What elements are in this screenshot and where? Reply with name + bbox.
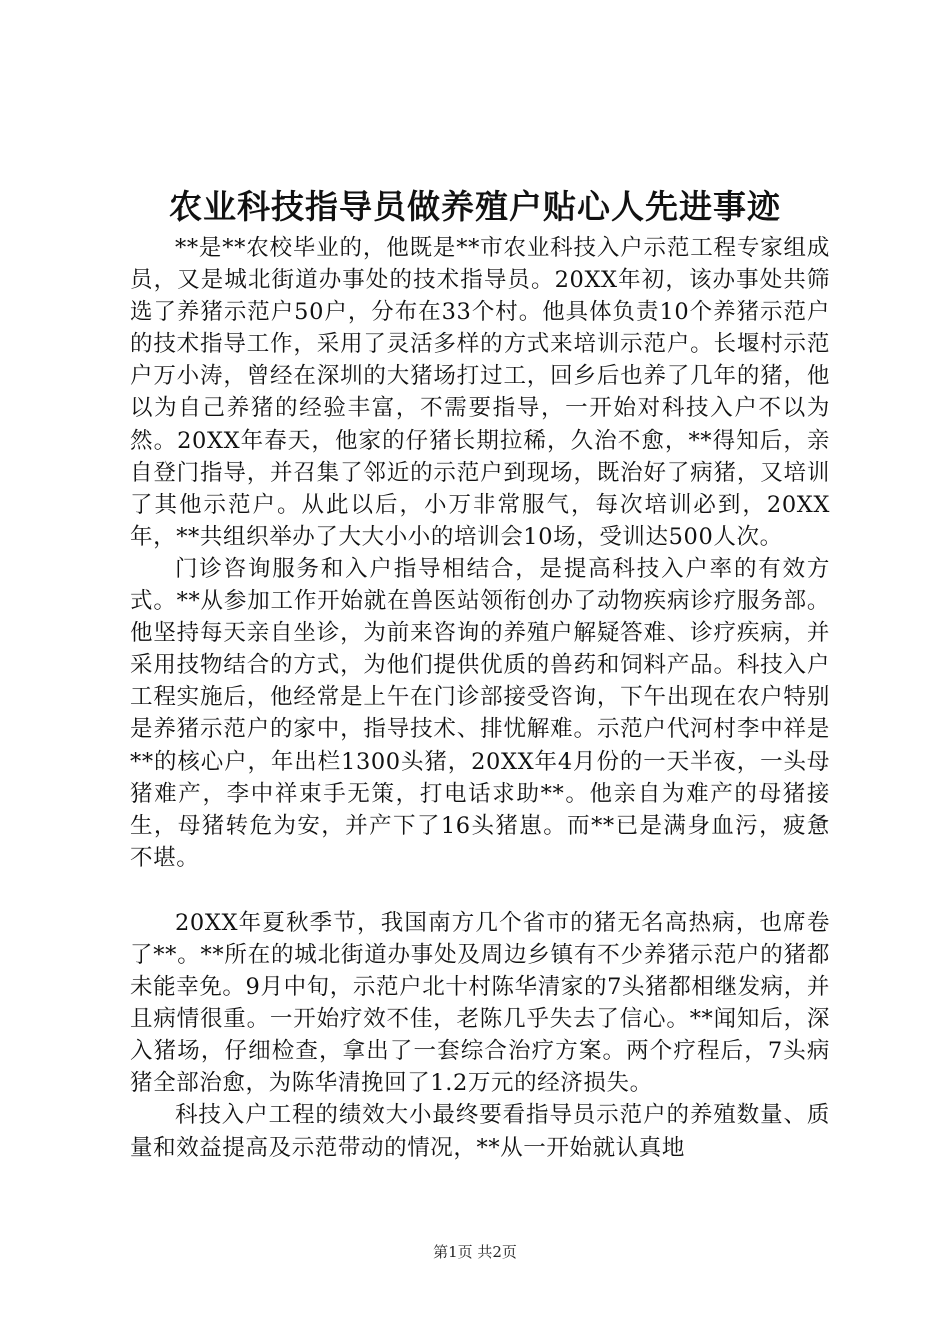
document-body	[130, 232, 830, 1164]
paragraph-2: 门诊咨询服务和入户指导相结合，是提高科技入户率的有效方式。**从参加工作开始就在兽医站领衔创办了动物疾病诊疗服务部。他坚持每天亲自坐诊，为前来咨询的养殖户解疑答难、诊疗疾病，并采用技物结合的方式，为他们提供优质的兽药和饲料产品。科技入户工程实施后，他经常是上午在门诊部接受咨询，下午出现在农户特别是养猪示范户的家中，指导技术、排忧解难。示范户代河村李中祥是**的核心户，年出栏1300头猪，20XX年4月份的一天半夜，一头母猪难产，李中祥束手无策，打电话求助**。他亲自为难产的母猪接生，母猪转危为安，并产下了16头猪崽。而**已是满身血污，疲惫不堪。	[130, 555, 830, 871]
document-title: 农业科技指导员做养殖户贴心人先进事迹	[169, 187, 781, 226]
page-number-footer: 第1页 共2页	[433, 1243, 517, 1261]
paragraph-1: **是**农校毕业的，他既是**市农业科技入户示范工程专家组成员，又是城北街道办事处的技术指导员。20XX年初，该办事处共筛选了养猪示范户50户，分布在33个村。他具体负责10个养猪示范户的技术指导工作，采用了灵活多样的方式来培训示范户。长堰村示范户万小涛，曾经在深圳的大猪场打过工，回乡后也养了几年的猪，他以为自己养猪的经验丰富，不需要指导，一开始对科技入户不以为然。20XX年春天，他家的仔猪长期拉稀，久治不愈，**得知后，亲自登门指导，并召集了邻近的示范户到现场，既治好了病猪，又培训了其他示范户。从此以后，小万非常服气，每次培训必到，20XX年，**共组织举办了大大小小的培训会10场，受训达500人次。	[130, 235, 830, 550]
paragraph-3: 20XX年夏秋季节，我国南方几个省市的猪无名高热病，也席卷了**。**所在的城北街道办事处及周边乡镇有不少养猪示范户的猪都未能幸免。9月中旬，示范户北十村陈华清家的7头猪都相继发病，并且病情很重。一开始疗效不佳，老陈几乎失去了信心。**闻知后，深入猪场，仔细检查，拿出了一套综合治疗方案。两个疗程后，7头病猪全部治愈，为陈华清挽回了1.2万元的经济损失。	[130, 909, 830, 1097]
paragraph-4: 科技入户工程的绩效大小最终要看指导员示范户的养殖数量、质量和效益提高及示范带动的情况，**从一开始就认真地	[130, 1102, 830, 1161]
